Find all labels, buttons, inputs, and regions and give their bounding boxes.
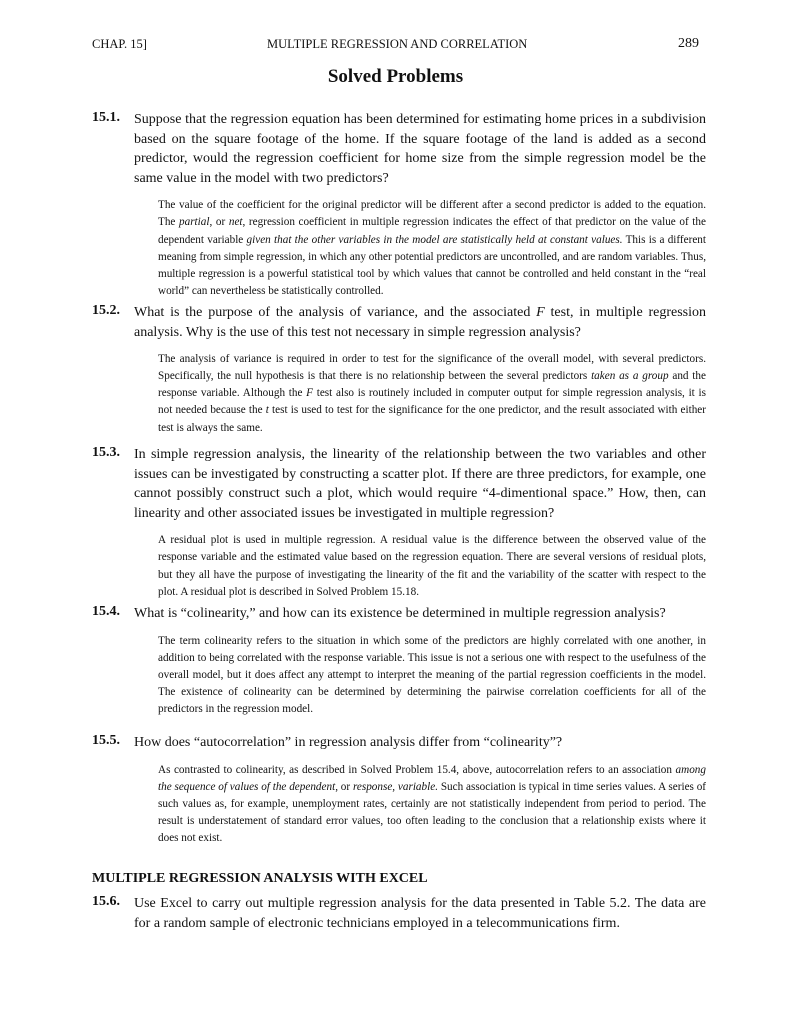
problem-number: 15.2. [92,303,120,318]
italic-run: t [265,404,269,417]
problem-number: 15.5. [92,733,120,748]
italic-run: partial [179,216,210,229]
problem-15-1 [92,110,706,300]
italic-run: response, variable. [352,780,438,793]
chapter-label: CHAP. 15] [92,37,147,51]
italic-run: F [536,305,545,320]
problem-answer: The analysis of variance is required in order to test for the significance of the overall model, with several predictors. Specifically, the null hypothesis is that there is no relationship between the several predictors taken as a group and the response variable. Although the F test also is routinely included in computer output for simple regression analysis, it is not needed because the t test is used to test for the significance for the one predictor, and the result associated with either test is always the same. [158,353,707,434]
problem-15-3 [92,445,706,601]
running-title: MULTIPLE REGRESSION AND CORRELATION [267,37,528,51]
italic-run: among the sequence of values of the dependent [158,763,706,793]
problem-question: In simple regression analysis, the linearity of the relationship between the two variables and other issues can be investigated by constructing a scatter plot. If there are three predictors, for example, one cannot possibly construct such a plot, which would require “4-dimentional space.” How, then, can linearity and other associated issues be investigated in multiple regression? [134,447,706,521]
problem-answer: The value of the coefficient for the original predictor will be different after a second predictor is added to the equation. The partial, or net, regression coefficient in multiple regression indicates the effect of that predictor on the value of the dependent variable given that the other variables in the model are statistically held at constant values. This is a different meaning from simple regression, in which any other potential predictors are uncontrolled, and are random variables. Thus, multiple regression is a powerful statistical tool by which values that cannot be controlled and held constant in the “real world” can nevertheless be statistically controlled. [158,199,707,297]
problem-number: 15.4. [92,604,120,619]
problem-15-6 [92,894,706,933]
problem-question: What is the purpose of the analysis of variance, and the associated F test, in multiple regression analysis. Why is the use of this test not necessary in simple regression analysis? [134,305,707,340]
problem-number: 15.6. [92,894,120,909]
problem-15-5 [92,733,706,847]
italic-run: taken as a group [591,370,669,383]
problem-answer: A residual plot is used in multiple regression. A residual value is the difference between the observed value of the response variable and the estimated value based on the regression equation. There are several versions of residual plots, but they all have the purpose of investigating the linearity of the fit and the variability of the scatter with respect to the plot. A residual plot is described in Solved Problem 15.18. [158,534,706,598]
problem-15-2 [92,303,706,437]
problem-answer: The term colinearity refers to the situation in which some of the predictors are highly correlated with one another, in addition to being correlated with the response variable. This issue is not a serious one with respect to the usefulness of the overall model, but it does affect any attempt to interpret the meaning of the partial regression coefficients in the model. The existence of colinearity can be determined by determining the pairwise correlation coefficients for all of the predictors in the regression model. [158,634,706,715]
section-title: Solved Problems [327,66,464,87]
problem-question: What is “colinearity,” and how can its existence be determined in multiple regression analysis? [134,606,666,621]
problem-question: How does “autocorrelation” in regression analysis differ from “colinearity”? [134,735,563,750]
subsection-title: MULTIPLE REGRESSION ANALYSIS WITH EXCEL [92,871,428,886]
problem-question: Suppose that the regression equation has been determined for estimating home prices in a subdivision based on the square footage of the home. If the square footage of the land is added as a second predictor, would the regression coefficient for home size from the simple regression model be the same value in the model with two predictors? [134,112,706,186]
page-number: 289 [678,36,699,51]
problem-answer: As contrasted to colinearity, as described in Solved Problem 15.4, above, autocorrelation refers to an association among the sequence of values of the dependent, or response, variable. Such association is typical in time series values. A series of such values as, for example, unemployment rates, certainly are not statistically independent from period to period. The result is understatement of standard error values, too often leading to the conclusion that a relationship exists where it does not exist. [158,763,707,844]
page-header [92,37,699,55]
problem-15-4 [92,604,706,718]
problem-number: 15.3. [92,445,120,460]
problem-number: 15.1. [92,110,120,125]
italic-run: F [306,387,314,400]
italic-run: given that the other variables in the model are statistically held at constant values. [246,233,623,246]
italic-run: net [228,216,243,229]
problem-question: Use Excel to carry out multiple regression analysis for the data presented in Table 5.2. The data are for a random sample of electronic technicians employed in a telecommunications firm. [134,896,706,931]
